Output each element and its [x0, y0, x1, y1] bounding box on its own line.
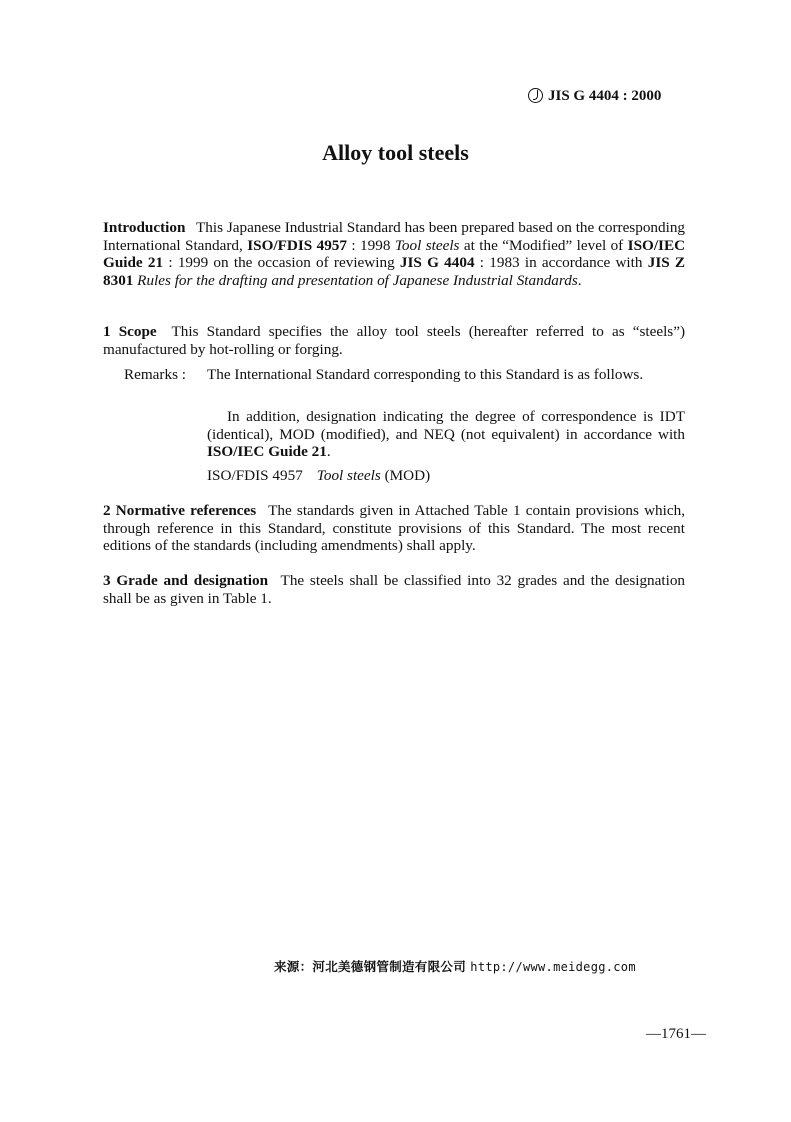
introduction-paragraph: Introduction This Japanese Industrial Standard has been prepared based on the corresponding International Standard, ISO/FDIS 4957 : 1998 Tool steels at the “Modified” level of ISO/IEC Guide 21 : 1999 on the occasion of reviewing JIS G 4404 : 1983 in accordance with JIS Z 8301 Rules for the drafting and presentation of Japanese Industrial Standards. [103, 219, 686, 289]
remarks-reference-line: ISO/FDIS 4957 Tool steels (MOD) [207, 467, 431, 484]
grade-designation-paragraph: 3 Grade and designation The steels shall be classified into 32 grades and the designation shall be as given in Table 1. [103, 572, 686, 607]
normative-references-paragraph: 2 Normative references The standards given in Attached Table 1 contain provisions which, through reference in this Standard, constitute provisions of this Standard. The most recent editions of the standards (including amendments) shall apply. [103, 502, 685, 555]
page-title: Alloy tool steels [322, 140, 469, 165]
ref-iso-fdis-4957: ISO/FDIS 4957 [247, 236, 347, 254]
introduction-heading: Introduction [103, 219, 186, 236]
remarks-text: The International Standard corresponding to this Standard is as follows. [207, 366, 644, 383]
scope-paragraph: 1 Scope This Standard specifies the alloy tool steels (hereafter referred to as “steels”) manufactured by hot-rolling or forging. [103, 323, 685, 358]
remarks-label: Remarks : [124, 366, 187, 383]
source-footer: 来源：河北美德钢管制造有限公司 http://www.meidegg.com [274, 959, 636, 974]
remarks-correspondence-note: In addition, designation indicating the degree of correspondence is IDT (identical), MOD (modified), and NEQ (not equivalent) in accordance with ISO/IEC Guide 21. [207, 408, 685, 461]
page-number: —1761— [646, 1026, 706, 1042]
standard-id-text: JIS G 4404 : 2000 [548, 88, 662, 104]
source-url: http://www.meidegg.com [470, 960, 636, 974]
source-company: 河北美德钢管制造有限公司 [312, 959, 467, 974]
normative-references-heading: 2 Normative references [103, 502, 257, 519]
ref-jis-g-4404: JIS G 4404 [399, 254, 475, 272]
ref-iso-iec-guide-21: ISO/IEC Guide 21 [103, 236, 686, 272]
ref-jis-z-8301: JIS Z 8301 [103, 254, 686, 289]
grade-designation-heading: 3 Grade and designation [103, 572, 269, 589]
jis-mark-icon [528, 88, 543, 103]
scope-heading: 1 Scope [103, 323, 157, 340]
standard-identifier [528, 88, 661, 105]
